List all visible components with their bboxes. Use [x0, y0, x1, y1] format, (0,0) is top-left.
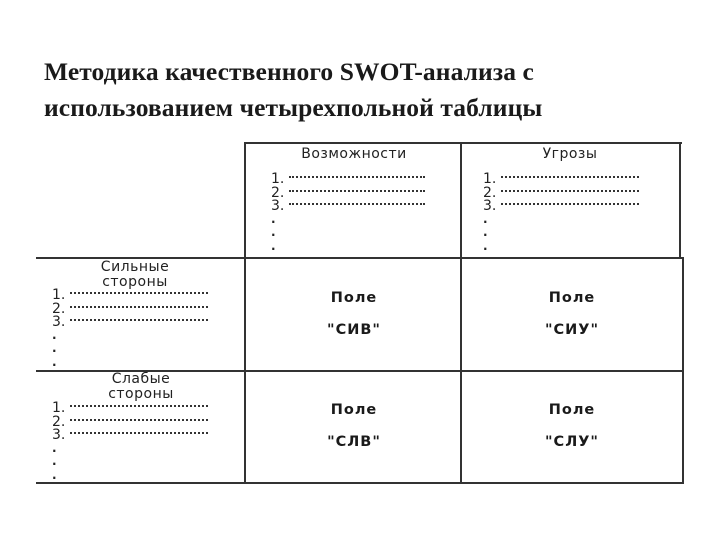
page-title: [44, 54, 704, 126]
opportunities-list: [271, 173, 425, 254]
field-slv: [250, 402, 458, 450]
field-siu: [464, 290, 680, 338]
list-continuation-dot: .: [52, 454, 57, 468]
header-strengths: Сильные стороны: [100, 259, 170, 290]
list-continuation-dot: .: [52, 327, 57, 342]
field-label: Поле: [330, 402, 378, 418]
list-continuation-dot: .: [271, 238, 276, 253]
field-label: Поле: [548, 402, 596, 418]
title-line-1: Методика качественного SWOT-анализа с: [44, 57, 534, 86]
list-item: 3.: [271, 200, 425, 214]
list-continuation-dot: .: [52, 354, 57, 369]
header-threats: Угрозы: [542, 146, 598, 162]
dotted-placeholder: [70, 405, 208, 407]
list-item: 3.: [483, 200, 639, 214]
list-continuation-dot: .: [52, 440, 57, 455]
table-top-border: [244, 142, 682, 144]
title-line-2: использованием четырехпольной таблицы: [44, 93, 543, 122]
table-left-inner-border: [244, 142, 246, 484]
header-weaknesses: Слабые стороны: [108, 371, 174, 402]
list-item: 2.: [483, 187, 639, 201]
field-code: "СИВ": [327, 322, 381, 338]
dotted-placeholder: [289, 190, 425, 192]
dotted-placeholder: [70, 306, 208, 308]
list-continuation-dot: .: [52, 341, 57, 355]
list-item: 1.: [52, 402, 208, 416]
header-opportunities: Возможности: [301, 146, 407, 162]
dotted-placeholder: [289, 176, 425, 178]
dotted-placeholder: [501, 176, 639, 178]
dotted-placeholder: [501, 203, 639, 205]
field-code: "СЛВ": [327, 434, 381, 450]
list-item: 2.: [52, 416, 208, 430]
field-siv: [250, 290, 458, 338]
strengths-list: [52, 289, 208, 370]
dotted-placeholder: [70, 319, 208, 321]
list-continuation-dot: .: [483, 211, 488, 226]
list-continuation-dot: .: [271, 211, 276, 226]
dotted-placeholder: [70, 292, 208, 294]
list-item: 2.: [271, 187, 425, 201]
dotted-placeholder: [289, 203, 425, 205]
field-label: Поле: [330, 290, 378, 306]
list-item: 3.: [52, 429, 208, 443]
field-label: Поле: [548, 290, 596, 306]
dotted-placeholder: [70, 419, 208, 421]
list-continuation-dot: .: [52, 467, 57, 482]
field-code: "СЛУ": [545, 434, 599, 450]
field-code: "СИУ": [544, 322, 600, 338]
threats-list: [483, 173, 639, 254]
list-item: 3.: [52, 316, 208, 330]
weaknesses-list: [52, 402, 208, 483]
table-right-border-top: [679, 142, 681, 258]
list-continuation-dot: .: [483, 238, 488, 253]
table-middle-border: [460, 142, 462, 484]
list-item: 1.: [271, 173, 425, 187]
list-continuation-dot: .: [271, 225, 276, 239]
dotted-placeholder: [501, 190, 639, 192]
dotted-placeholder: [70, 432, 208, 434]
list-item: 1.: [483, 173, 639, 187]
list-item: 1.: [52, 289, 208, 303]
field-slu: [464, 402, 680, 450]
list-item: 2.: [52, 303, 208, 317]
list-continuation-dot: .: [483, 225, 488, 239]
